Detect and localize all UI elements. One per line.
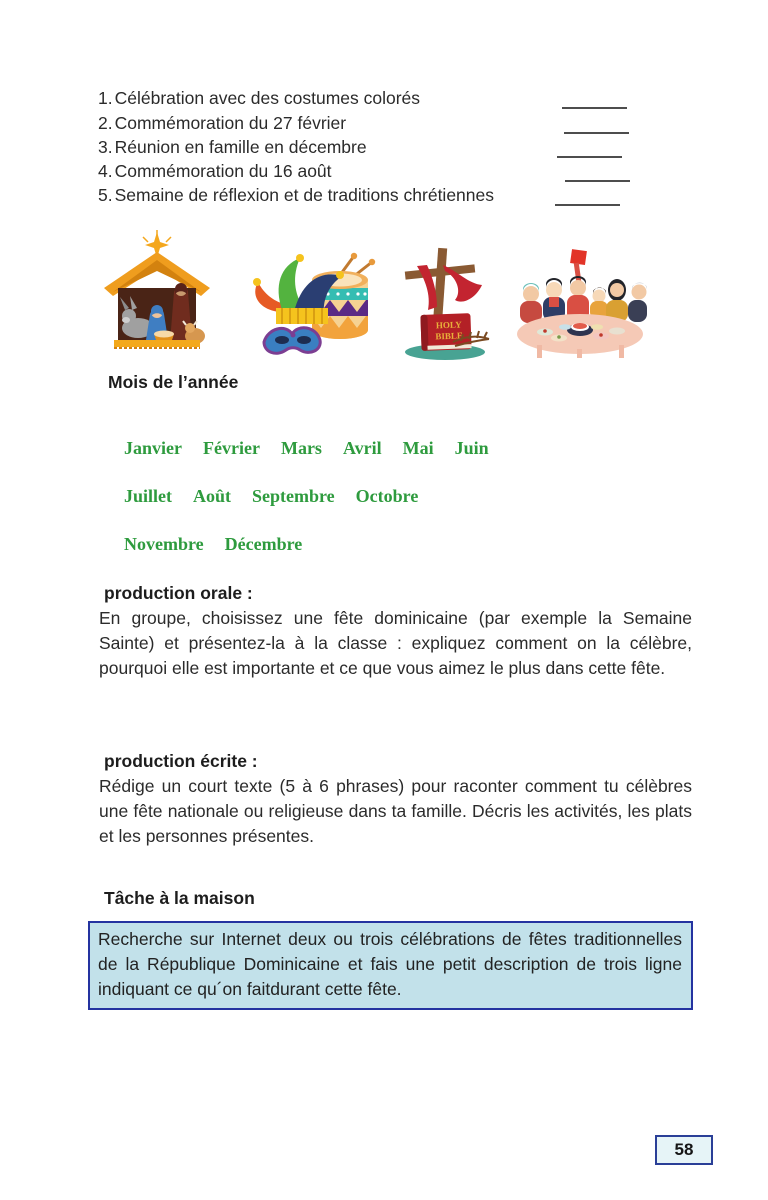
list-item-text-wrap (98, 161, 332, 182)
answer-blank (565, 161, 630, 182)
month-avril: Avril (342, 438, 382, 458)
answer-blank (562, 88, 627, 109)
list-item-text: Réunion en famille en décembre (114, 136, 367, 157)
list-item-text-wrap (98, 137, 367, 158)
homework-box (88, 921, 693, 1010)
list-item-number: 2. (98, 112, 113, 133)
list-item-text-wrap (98, 88, 420, 109)
bible-title-line1: HOLY (435, 319, 462, 331)
list-item (98, 109, 631, 133)
month-septembre: Septembre (252, 486, 335, 506)
family-dinner-illustration (513, 248, 647, 358)
month-mai: Mai (402, 438, 434, 458)
list-item (98, 182, 631, 206)
homework-text: Recherche sur Internet deux ou trois célébrations de fêtes traditionnelles de la République Dominicaine et fais une petit description de trois ligne indiquant ce qu´on faitdurant cette fête. (98, 929, 682, 999)
month-janvier: Janvier (124, 438, 182, 458)
production-ecrite-text: Rédige un court texte (5 à 6 phrases) pour raconter comment tu célèbres une fête nationale ou religieuse dans ta famille. Décris les activités, les plats et les personnes présentes. (99, 776, 692, 846)
list-item (98, 158, 631, 182)
months-section-title: Mois de l’année (108, 372, 239, 392)
month-aout: Août (193, 486, 232, 506)
family-dinner-icon (513, 248, 647, 363)
month-decembre: Décembre (224, 534, 303, 554)
carnival-illustration (246, 250, 376, 360)
carnival-icon (246, 250, 376, 365)
month-novembre: Novembre (124, 534, 204, 554)
month-octobre: Octobre (355, 486, 419, 506)
list-item-text-wrap (98, 185, 494, 206)
month-fevrier: Février (203, 438, 260, 458)
list-item-text: Semaine de réflexion et de traditions chrétiennes (114, 185, 495, 206)
month-juillet: Juillet (124, 486, 172, 506)
months-row-1 (124, 438, 489, 459)
list-item-number: 1. (98, 88, 113, 109)
month-mars: Mars (280, 438, 322, 458)
answer-blank (555, 185, 620, 206)
answer-blank (557, 137, 622, 158)
list-item-number: 4. (98, 161, 113, 182)
page-number-badge (655, 1135, 713, 1165)
cross-bible-illustration (393, 244, 493, 362)
months-row-2 (124, 486, 418, 507)
holy-week-cross-icon (393, 244, 493, 367)
list-item (98, 85, 631, 109)
list-item-text: Commémoration du 27 février (114, 112, 347, 133)
nativity-illustration (98, 230, 216, 350)
nativity-scene-icon (98, 230, 216, 355)
production-orale-text: En groupe, choisissez une fête dominicaine (par exemple la Semaine Sainte) et présentez-la à la classe : expliquez comment on la célèbre, pourquoi elle est importante et ce que vous aimez le plus dans cette fête. (99, 608, 692, 678)
list-item-number: 3. (98, 136, 113, 157)
list-item (98, 134, 631, 158)
list-item-number: 5. (98, 185, 113, 206)
months-row-3 (124, 534, 302, 555)
production-ecrite-heading: production écrite : (104, 751, 258, 771)
production-orale-heading: production orale : (104, 583, 253, 603)
page-number: 58 (674, 1140, 694, 1159)
bible-title-line2: BIBLE (435, 330, 464, 342)
homework-heading: Tâche à la maison (104, 888, 255, 908)
month-juin: Juin (454, 438, 489, 458)
list-item-text-wrap (98, 113, 346, 134)
matching-list (98, 85, 631, 206)
answer-blank (564, 113, 629, 134)
list-item-text: Célébration avec des costumes colorés (114, 88, 421, 109)
list-item-text: Commémoration du 16 août (114, 161, 332, 182)
